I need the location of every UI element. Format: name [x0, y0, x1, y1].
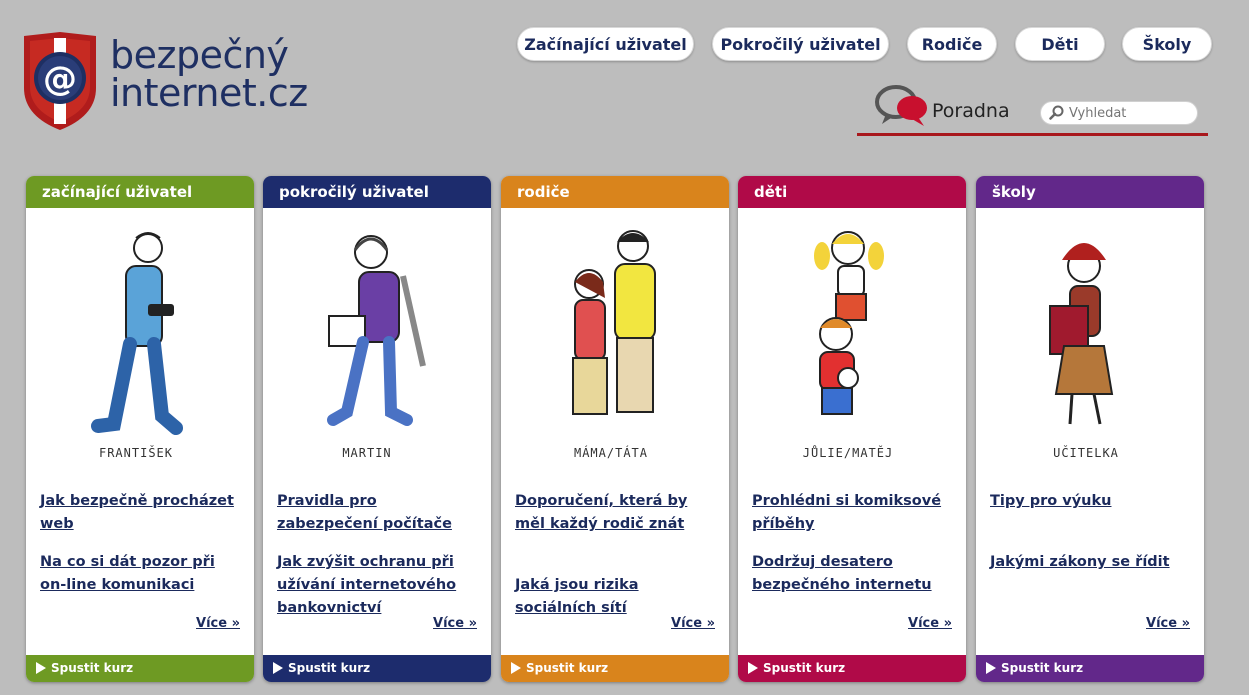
- spustit-kurz-button[interactable]: [26, 655, 254, 682]
- play-icon: [36, 662, 46, 674]
- link-desatero[interactable]: Dodržuj desatero bezpečného internetu: [752, 554, 932, 593]
- search-input[interactable]: [1069, 104, 1189, 122]
- illustration-mama-tata: [501, 216, 729, 466]
- link-jak-zvysit-ochranu[interactable]: Jak zvýšit ochranu při užívání internetového bankovnictví: [277, 554, 457, 616]
- nav-zacinajici-uzivatel[interactable]: Začínající uživatel: [517, 27, 694, 61]
- link-doporuceni-pro-rodice[interactable]: Doporučení, která by měl každý rodič znát: [515, 493, 688, 532]
- card-title[interactable]: děti: [738, 176, 966, 208]
- spustit-kurz-label: Spustit kurz: [526, 661, 609, 675]
- card-title[interactable]: pokročilý uživatel: [263, 176, 491, 208]
- vice-link[interactable]: Více »: [433, 616, 477, 631]
- link-tipy-pro-vyuku[interactable]: Tipy pro výuku: [990, 493, 1112, 509]
- card-title[interactable]: školy: [976, 176, 1204, 208]
- caption-mama-tata: MÁMA/TÁTA: [573, 446, 649, 460]
- card-pokrocily-uzivatel: [263, 176, 491, 682]
- play-icon: [273, 662, 283, 674]
- search-icon[interactable]: [1049, 105, 1065, 121]
- poradna-label: Poradna: [932, 100, 1010, 122]
- link-na-co-si-dat-pozor[interactable]: Na co si dát pozor při on-line komunikaci: [40, 554, 215, 593]
- card-skoly: [976, 176, 1204, 682]
- play-icon: [748, 662, 758, 674]
- vice-link[interactable]: Více »: [908, 616, 952, 631]
- vice-link[interactable]: Více »: [196, 616, 240, 631]
- spustit-kurz-button[interactable]: [263, 655, 491, 682]
- nav-skoly[interactable]: Školy: [1122, 27, 1212, 61]
- link-jakymi-zakony[interactable]: Jakými zákony se řídit: [990, 554, 1170, 570]
- spustit-kurz-label: Spustit kurz: [288, 661, 371, 675]
- search-box: [1040, 101, 1198, 125]
- caption-frantisek: FRANTIŠEK: [98, 446, 174, 460]
- illustration-julie-matej: [738, 216, 966, 466]
- speech-bubble-icon: [874, 84, 934, 128]
- spustit-kurz-label: Spustit kurz: [1001, 661, 1084, 675]
- nav-pokrocily-uzivatel[interactable]: Pokročilý uživatel: [712, 27, 889, 61]
- play-icon: [986, 662, 996, 674]
- nav-rodice[interactable]: Rodiče: [907, 27, 997, 61]
- svg-text:@: @: [43, 59, 77, 99]
- top-navigation: [0, 27, 1249, 61]
- spustit-kurz-label: Spustit kurz: [51, 661, 134, 675]
- card-deti: [738, 176, 966, 682]
- link-komiksove-pribehy[interactable]: Prohlédni si komiksové příběhy: [752, 493, 942, 532]
- nav-deti[interactable]: Děti: [1015, 27, 1105, 61]
- caption-julie-matej: JŮLIE/MATĚJ: [802, 446, 894, 460]
- illustration-ucitelka: [976, 216, 1204, 466]
- illustration-martin: [263, 216, 491, 466]
- link-pravidla-pro-zabezpeceni[interactable]: Pravidla pro zabezpečení počítače: [277, 493, 452, 532]
- spustit-kurz-label: Spustit kurz: [763, 661, 846, 675]
- link-rizika-socialnich-siti[interactable]: Jaká jsou rizika sociálních sítí: [515, 577, 639, 616]
- card-rodice: [501, 176, 729, 682]
- vice-link[interactable]: Více »: [671, 616, 715, 631]
- spustit-kurz-button[interactable]: [738, 655, 966, 682]
- spustit-kurz-button[interactable]: [501, 655, 729, 682]
- link-jak-bezpecne-prochazet-web[interactable]: Jak bezpečně procházet web: [40, 493, 234, 532]
- poradna-link[interactable]: [874, 84, 1014, 128]
- caption-martin: MARTIN: [342, 446, 392, 460]
- vice-link[interactable]: Více »: [1146, 616, 1190, 631]
- spustit-kurz-button[interactable]: [976, 655, 1204, 682]
- card-title[interactable]: rodiče: [501, 176, 729, 208]
- caption-ucitelka: UČITELKA: [1053, 446, 1119, 460]
- logo-line-2: internet.cz: [110, 71, 308, 115]
- logo-line-1: bezpečný: [110, 33, 289, 77]
- header-divider: [857, 133, 1208, 136]
- illustration-frantisek: [26, 216, 254, 466]
- card-zacinajici-uzivatel: [26, 176, 254, 682]
- card-title[interactable]: začínající uživatel: [26, 176, 254, 208]
- play-icon: [511, 662, 521, 674]
